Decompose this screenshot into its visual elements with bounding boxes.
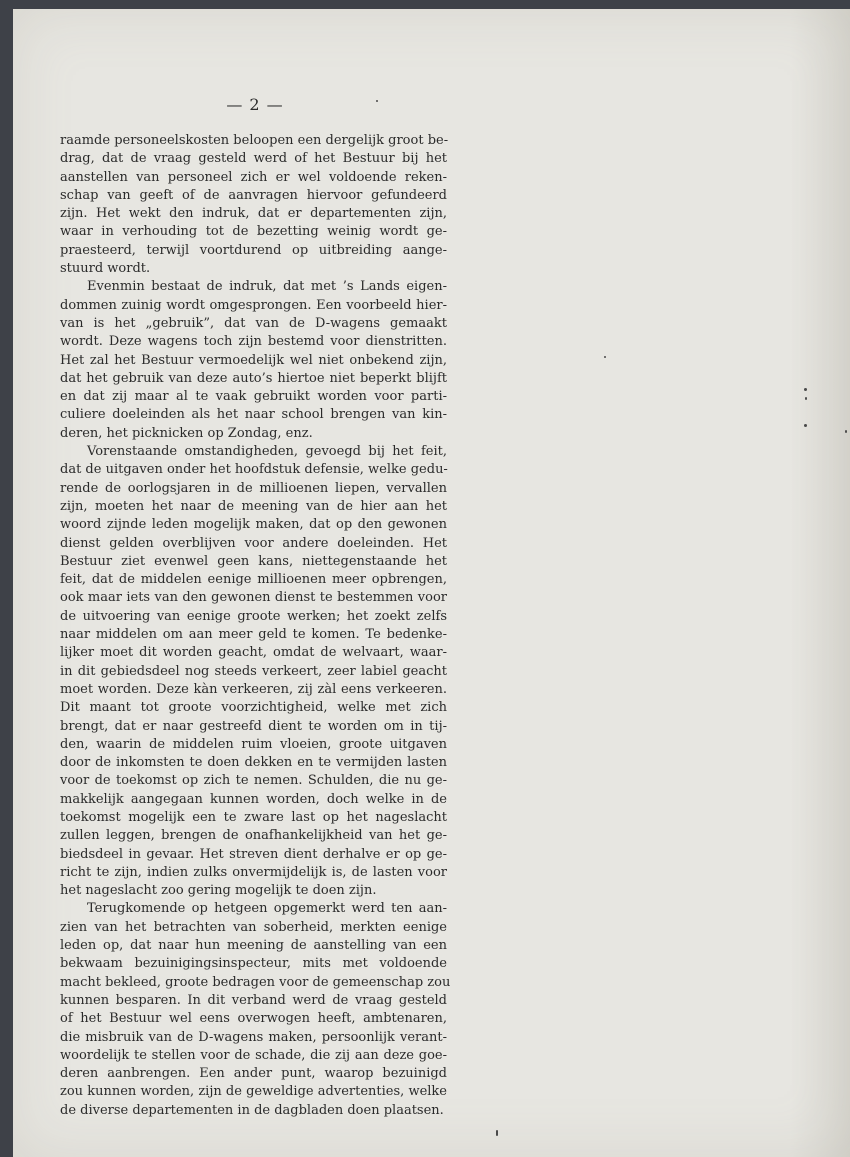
text-line: die misbruik van de D-wagens maken, persoonlijk verant-: [60, 1029, 447, 1045]
scan-speck: [376, 100, 378, 102]
text-line: dommen zuinig wordt omgesprongen. Een voorbeeld hier-: [60, 297, 447, 313]
text-line: ook maar iets van den gewonen dienst te bestemmen voor: [60, 590, 447, 606]
text-line: deren aanbrengen. Een ander punt, waarop bezuinigd: [60, 1066, 447, 1082]
text-line: praesteerd, terwijl voortdurend op uitbreiding aange-: [60, 242, 447, 258]
text-line: zijn, moeten het naar de meening van de hier aan het: [60, 498, 447, 514]
text-line: de diverse departementen in de dagbladen doen plaatsen.: [60, 1102, 444, 1118]
text-line: kunnen besparen. In dit verband werd de vraag gesteld: [60, 992, 447, 1008]
text-line: dienst gelden overblijven voor andere doeleinden. Het: [60, 535, 447, 551]
scan-speck: [496, 1130, 498, 1136]
text-line: raamde personeelskosten beloopen een dergelijk groot be-: [60, 133, 449, 148]
text-line: aanstellen van personeel zich er wel voldoende reken-: [60, 169, 447, 185]
text-line: toekomst mogelijk een te zware last op het nageslacht: [60, 809, 447, 825]
text-line: door de inkomsten te doen dekken en te vermijden lasten: [60, 755, 447, 771]
text-line: Vorenstaande omstandigheden, gevoegd bij het feit,: [87, 444, 447, 460]
paragraph: [60, 443, 447, 900]
text-line: woord zijnde leden mogelijk maken, dat op den gewonen: [60, 517, 447, 533]
text-line: in dit gebiedsdeel nog steeds verkeert, zeer labiel geacht: [60, 663, 447, 679]
scan-speck: [804, 388, 807, 391]
paragraph-list: [60, 132, 451, 1120]
text-line: zien van het betrachten van soberheid, merkten eenige: [60, 919, 447, 935]
text-line: van is het „gebruik”, dat van de D-wagens gemaakt: [60, 315, 447, 331]
scan-border-top: [0, 0, 850, 9]
scan-border-left: [0, 0, 13, 1157]
text-line: bekwaam bezuinigingsinspecteur, mits met voldoende: [60, 956, 447, 972]
text-line: en dat zij maar al te vaak gebruikt worden voor parti-: [60, 389, 447, 405]
text-line: richt te zijn, indien zulks onvermijdelijk is, de lasten voor: [60, 864, 447, 880]
text-line: het nageslacht zoo gering mogelijk te doen zijn.: [60, 883, 377, 899]
text-line: feit, dat de middelen eenige millioenen meer opbrengen,: [60, 572, 447, 588]
text-line: leden op, dat naar hun meening de aanstelling van een: [60, 938, 447, 954]
text-line: biedsdeel in gevaar. Het streven dient derhalve er op ge-: [60, 846, 447, 862]
scan-speck: [845, 430, 847, 433]
page-number: — 2 —: [226, 95, 284, 114]
text-line: rende de oorlogsjaren in de millioenen liepen, vervallen: [60, 480, 447, 496]
text-line: moet worden. Deze kàn verkeeren, zij zàl eens verkeeren.: [60, 681, 447, 697]
body-text: [60, 132, 451, 1120]
paragraph: [60, 132, 447, 278]
text-line: zou kunnen worden, zijn de geweldige advertenties, welke: [60, 1084, 447, 1100]
text-line: naar middelen om aan meer geld te komen. Te bedenke-: [60, 627, 447, 643]
text-line: of het Bestuur wel eens overwogen heeft, ambtenaren,: [60, 1011, 447, 1027]
text-line: dat het gebruik van deze auto’s hiertoe niet beperkt blijft: [60, 370, 447, 386]
text-line: schap van geeft of de aanvragen hiervoor gefundeerd: [60, 187, 447, 203]
scan-speck: [604, 356, 606, 358]
text-line: Terugkomende op hetgeen opgemerkt werd ten aan-: [87, 901, 447, 917]
paper-shading: [790, 9, 850, 1157]
text-line: zijn. Het wekt den indruk, dat er departementen zijn,: [60, 206, 447, 222]
text-line: drag, dat de vraag gesteld werd of het Bestuur bij het: [60, 151, 447, 167]
paragraph: [60, 900, 451, 1120]
text-line: deren, het picknicken op Zondag, enz.: [60, 425, 313, 441]
text-line: makkelijk aangegaan kunnen worden, doch welke in de: [60, 791, 447, 807]
text-line: dat de uitgaven onder het hoofdstuk defensie, welke gedu-: [60, 462, 448, 478]
text-line: brengt, dat er naar gestreefd dient te worden om in tij-: [60, 718, 447, 734]
text-line: Dit maant tot groote voorzichtigheid, welke met zich: [60, 700, 447, 716]
scan-speck: [804, 424, 807, 427]
text-line: de uitvoering van eenige groote werken; het zoekt zelfs: [60, 608, 447, 624]
text-line: macht bekleed, groote bedragen voor de gemeenschap zou: [60, 974, 451, 990]
scan-speck: [805, 397, 807, 400]
text-line: Bestuur ziet evenwel geen kans, niettegenstaande het: [60, 553, 447, 569]
text-line: stuurd wordt.: [60, 261, 151, 277]
text-line: woordelijk te stellen voor de schade, die zij aan deze goe-: [60, 1047, 447, 1063]
text-line: voor de toekomst op zich te nemen. Schulden, die nu ge-: [60, 773, 447, 789]
text-line: Het zal het Bestuur vermoedelijk wel niet onbekend zijn,: [60, 352, 447, 368]
text-line: den, waarin de middelen ruim vloeien, groote uitgaven: [60, 736, 447, 752]
text-line: waar in verhouding tot de bezetting weinig wordt ge-: [60, 224, 447, 240]
text-line: zullen leggen, brengen de onafhankelijkheid van het ge-: [60, 828, 447, 844]
text-line: culiere doeleinden als het naar school brengen van kin-: [60, 407, 447, 423]
text-line: lijker moet dit worden geacht, omdat de welvaart, waar-: [60, 645, 447, 661]
paragraph: [60, 278, 447, 443]
text-line: wordt. Deze wagens toch zijn bestemd voor dienstritten.: [60, 334, 447, 350]
text-line: Evenmin bestaat de indruk, dat met ’s Lands eigen-: [87, 279, 447, 295]
